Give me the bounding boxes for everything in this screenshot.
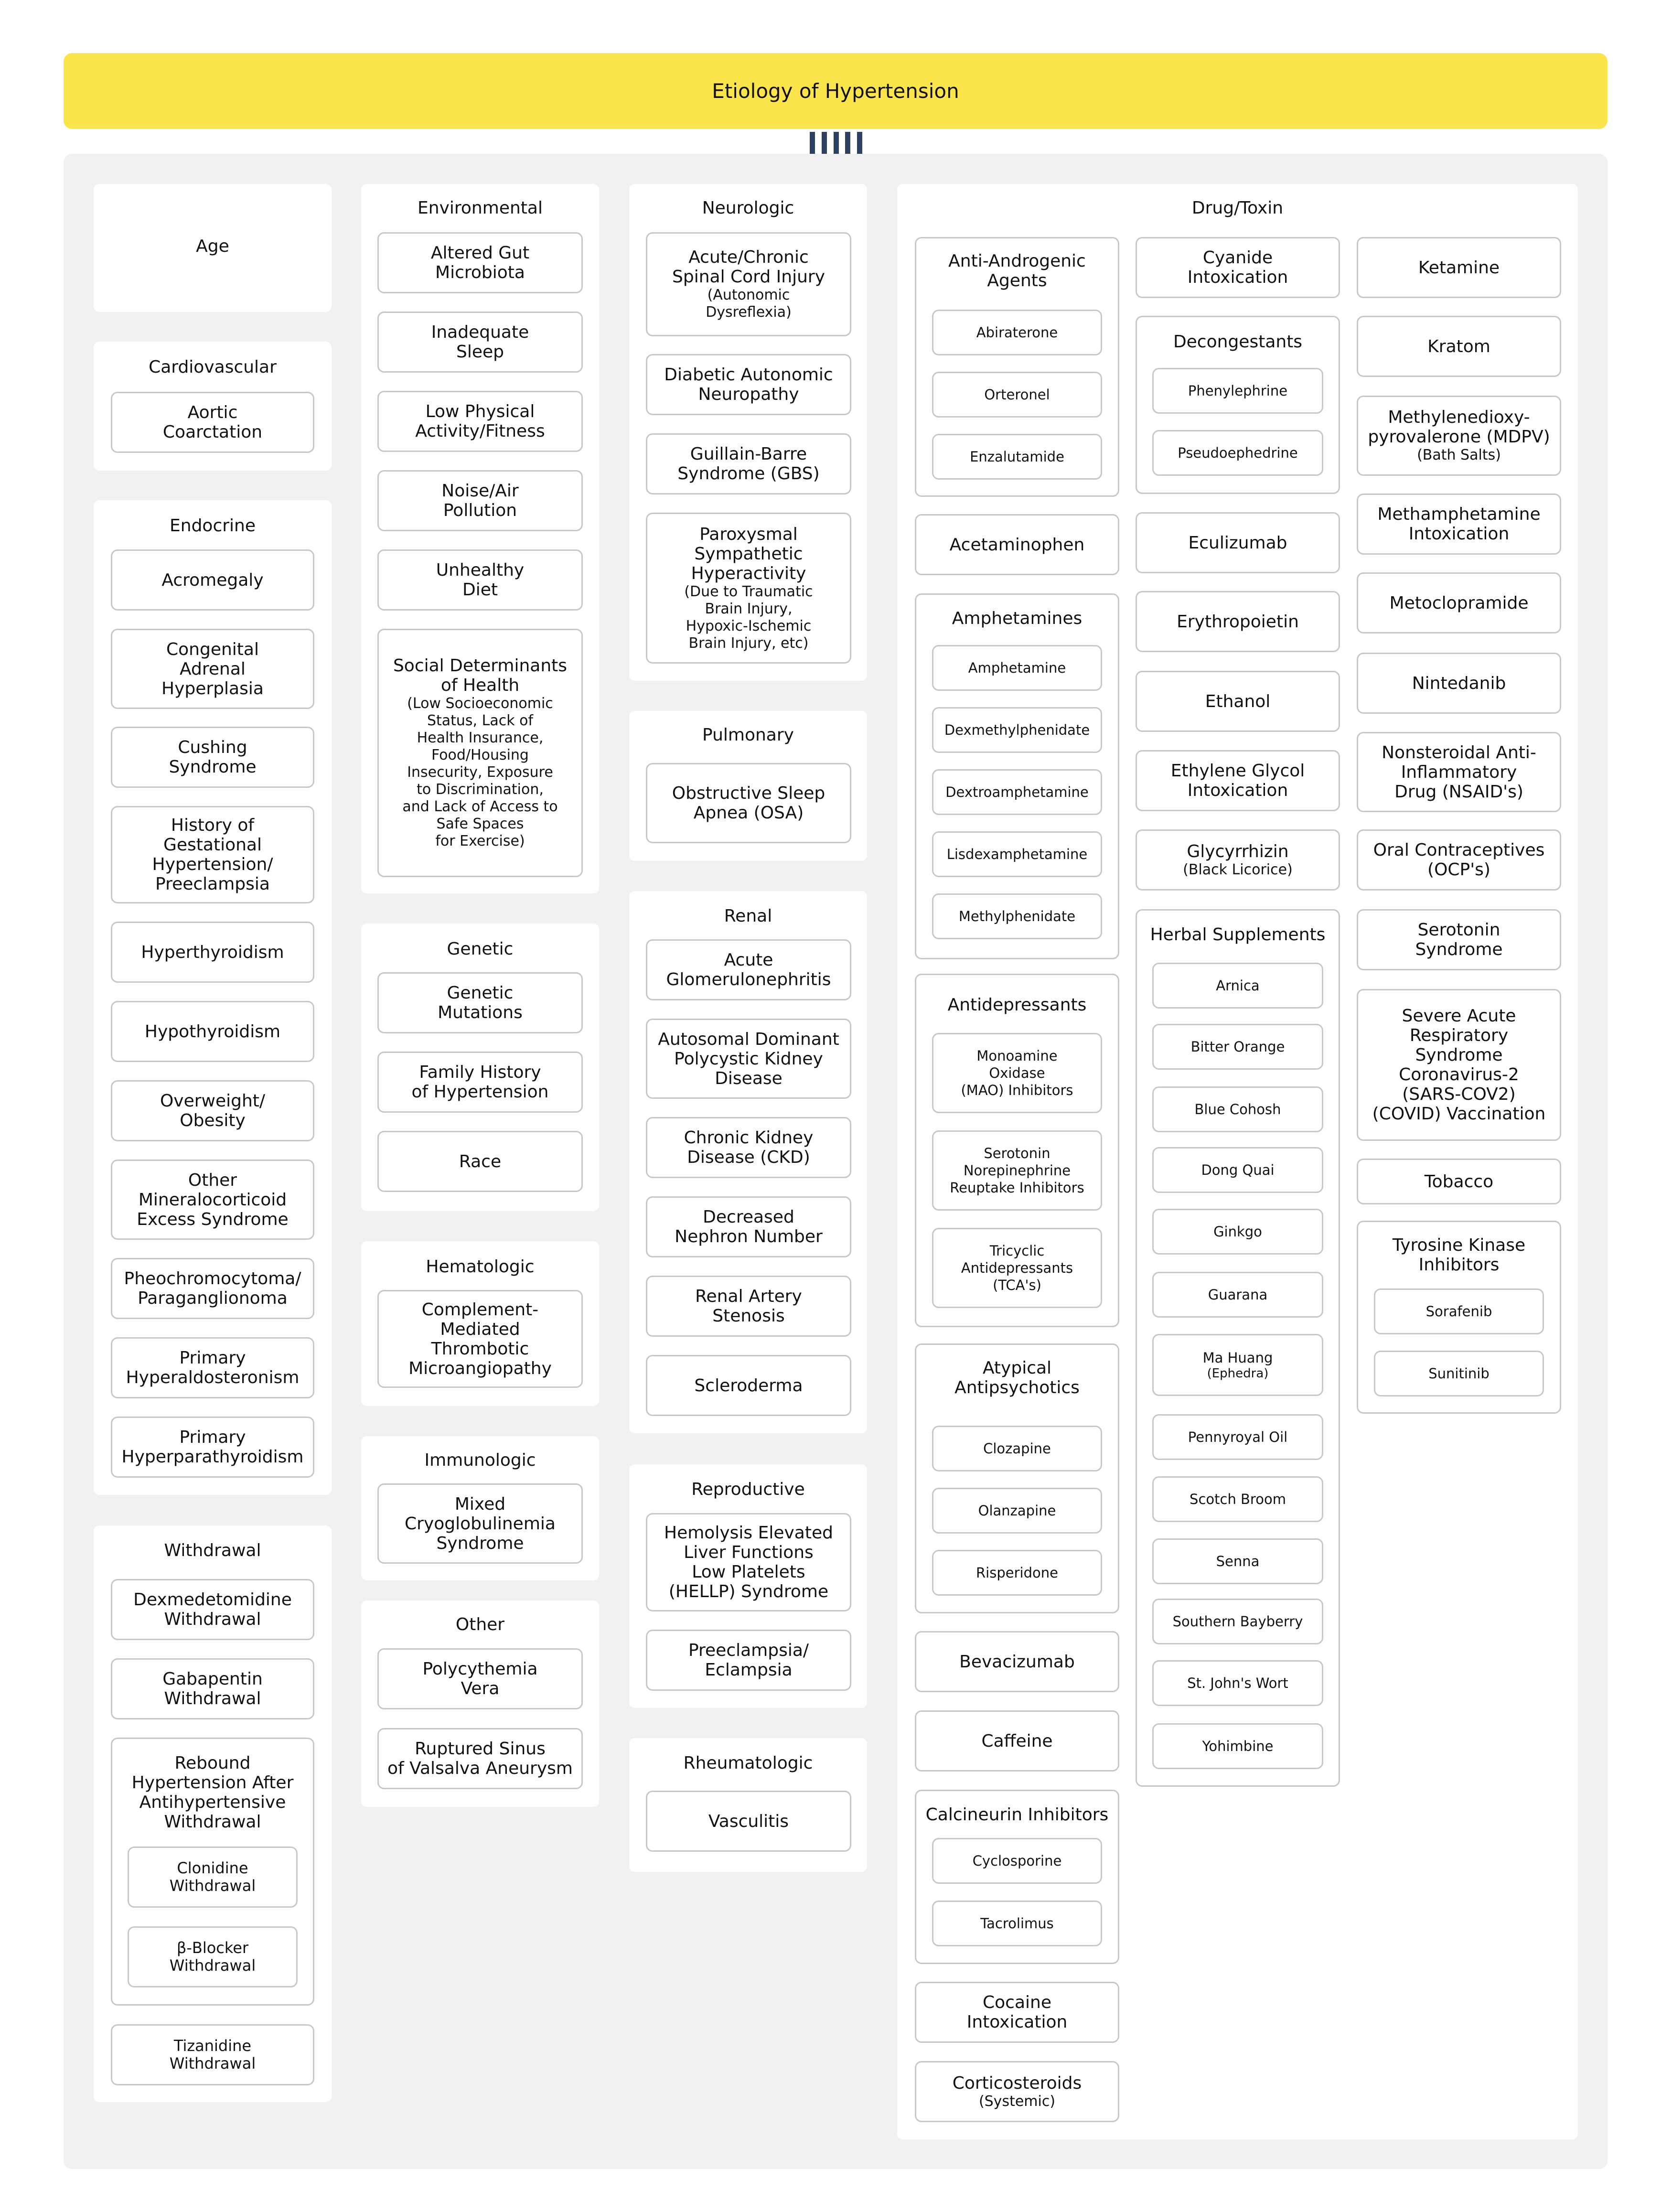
node-amphetamine[interactable]: Amphetamine: [932, 645, 1102, 691]
connector-icon: [810, 132, 862, 154]
node-clozapine[interactable]: Clozapine: [932, 1426, 1102, 1471]
node-acute-glomerulonephritis[interactable]: Acute Glomerulonephritis: [646, 939, 851, 1000]
node-tobacco[interactable]: Tobacco: [1357, 1159, 1561, 1204]
node-clonidine-withdrawal[interactable]: Clonidine Withdrawal: [128, 1847, 298, 1908]
node-hyperthyroidism[interactable]: Hyperthyroidism: [111, 922, 314, 983]
anti-androgenic-title: Anti-Androgenic Agents: [948, 251, 1086, 290]
node-caffeine[interactable]: Caffeine: [915, 1710, 1119, 1772]
node-guillain-barre[interactable]: Guillain-Barre Syndrome (GBS): [646, 433, 851, 494]
node-yohimbine[interactable]: Yohimbine: [1152, 1723, 1323, 1769]
page-title: Etiology of Hypertension: [64, 53, 1608, 129]
antidepressants-title: Antidepressants: [947, 995, 1087, 1015]
age-label: Age: [196, 236, 229, 256]
node-oral-contraceptives[interactable]: Oral Contraceptives (OCP's): [1357, 829, 1561, 891]
node-social-determinants[interactable]: Social Determinants of Health (Low Socioeconomic Status, Lack of Health Insurance, Food/Housing Insecurity, Exposure to Discrimination, and Lack of Access to Safe Spaces for Exercise): [377, 629, 583, 877]
neurologic-title: Neurologic: [702, 198, 794, 218]
node-dexmedetomidine-withdrawal[interactable]: Dexmedetomidine Withdrawal: [111, 1579, 314, 1640]
node-cyclosporine[interactable]: Cyclosporine: [932, 1838, 1102, 1884]
node-corticosteroids[interactable]: Corticosteroids (Systemic): [915, 2061, 1119, 2122]
node-family-history[interactable]: Family History of Hypertension: [377, 1052, 583, 1113]
node-sunitinib[interactable]: Sunitinib: [1374, 1351, 1544, 1396]
node-pennyroyal-oil[interactable]: Pennyroyal Oil: [1152, 1414, 1323, 1460]
node-tacrolimus[interactable]: Tacrolimus: [932, 1901, 1102, 1946]
node-ruptured-sinus-valsalva[interactable]: Ruptured Sinus of Valsalva Aneurysm: [377, 1728, 583, 1789]
node-risperidone[interactable]: Risperidone: [932, 1550, 1102, 1596]
node-dextroamphetamine[interactable]: Dextroamphetamine: [932, 769, 1102, 815]
node-senna[interactable]: Senna: [1152, 1538, 1323, 1584]
node-race[interactable]: Race: [377, 1131, 583, 1192]
pulmonary-title: Pulmonary: [702, 725, 794, 745]
node-serotonin-syndrome[interactable]: Serotonin Syndrome: [1357, 909, 1561, 970]
cardiovascular-title: Cardiovascular: [149, 357, 277, 377]
node-chronic-kidney-disease[interactable]: Chronic Kidney Disease (CKD): [646, 1117, 851, 1178]
node-eculizumab[interactable]: Eculizumab: [1136, 512, 1340, 573]
node-cushing-syndrome[interactable]: Cushing Syndrome: [111, 727, 314, 788]
endocrine-title: Endocrine: [170, 516, 256, 536]
rheumatologic-title: Rheumatologic: [683, 1753, 813, 1773]
node-tizanidine-withdrawal[interactable]: Tizanidine Withdrawal: [111, 2024, 314, 2085]
node-congenital-adrenal-hyperplasia[interactable]: Congenital Adrenal Hyperplasia: [111, 629, 314, 709]
node-gabapentin-withdrawal[interactable]: Gabapentin Withdrawal: [111, 1658, 314, 1719]
node-preeclampsia-eclampsia[interactable]: Preeclampsia/ Eclampsia: [646, 1630, 851, 1691]
node-low-physical-activity[interactable]: Low Physical Activity/Fitness: [377, 391, 583, 452]
node-dong-quai[interactable]: Dong Quai: [1152, 1147, 1323, 1193]
node-scleroderma[interactable]: Scleroderma: [646, 1355, 851, 1416]
node-pseudoephedrine[interactable]: Pseudoephedrine: [1152, 430, 1323, 476]
node-pheochromocytoma[interactable]: Pheochromocytoma/ Paraganglionoma: [111, 1258, 314, 1319]
hematologic-title: Hematologic: [426, 1257, 535, 1277]
node-inadequate-sleep[interactable]: Inadequate Sleep: [377, 311, 583, 373]
drug-toxin-title: Drug/Toxin: [1191, 198, 1284, 218]
node-glycyrrhizin[interactable]: Glycyrrhizin (Black Licorice): [1136, 829, 1340, 891]
node-thrombotic-microangiopathy[interactable]: Complement- Mediated Thrombotic Microangiopathy: [377, 1290, 583, 1388]
node-aortic-coarctation[interactable]: Aortic Coarctation: [111, 392, 314, 453]
atypical-antipsychotics-title: Atypical Antipsychotics: [954, 1358, 1080, 1397]
node-polycystic-kidney-disease[interactable]: Autosomal Dominant Polycystic Kidney Disease: [646, 1019, 851, 1099]
node-overweight-obesity[interactable]: Overweight/ Obesity: [111, 1080, 314, 1141]
node-hellp-syndrome[interactable]: Hemolysis Elevated Liver Functions Low Platelets (HELLP) Syndrome: [646, 1513, 851, 1611]
node-ethylene-glycol[interactable]: Ethylene Glycol Intoxication: [1136, 750, 1340, 811]
node-cocaine-intoxication[interactable]: Cocaine Intoxication: [915, 1982, 1119, 2043]
node-erythropoietin[interactable]: Erythropoietin: [1136, 591, 1340, 652]
node-polycythemia-vera[interactable]: Polycythemia Vera: [377, 1648, 583, 1709]
node-arnica[interactable]: Arnica: [1152, 963, 1323, 1009]
node-mao-inhibitors[interactable]: Monoamine Oxidase (MAO) Inhibitors: [932, 1033, 1102, 1113]
reproductive-title: Reproductive: [691, 1480, 805, 1499]
node-vasculitis[interactable]: Vasculitis: [646, 1791, 851, 1852]
node-mdpv[interactable]: Methylenedioxy- pyrovalerone (MDPV) (Bath Salts): [1357, 396, 1561, 476]
node-decreased-nephron-number[interactable]: Decreased Nephron Number: [646, 1196, 851, 1257]
node-tricyclic-antidepressants[interactable]: Tricyclic Antidepressants (TCA's): [932, 1228, 1102, 1308]
node-blue-cohosh[interactable]: Blue Cohosh: [1152, 1086, 1323, 1132]
node-ethanol[interactable]: Ethanol: [1136, 671, 1340, 732]
other-title: Other: [455, 1615, 505, 1634]
node-acromegaly[interactable]: Acromegaly: [111, 549, 314, 611]
node-beta-blocker-withdrawal[interactable]: β-Blocker Withdrawal: [128, 1926, 298, 1987]
node-hypothyroidism[interactable]: Hypothyroidism: [111, 1001, 314, 1062]
renal-title: Renal: [724, 906, 772, 926]
node-unhealthy-diet[interactable]: Unhealthy Diet: [377, 549, 583, 611]
node-methamphetamine-intoxication[interactable]: Methamphetamine Intoxication: [1357, 494, 1561, 555]
node-guarana[interactable]: Guarana: [1152, 1272, 1323, 1318]
node-renal-artery-stenosis[interactable]: Renal Artery Stenosis: [646, 1276, 851, 1337]
node-metoclopramide[interactable]: Metoclopramide: [1357, 572, 1561, 634]
node-phenylephrine[interactable]: Phenylephrine: [1152, 368, 1323, 414]
withdrawal-title: Withdrawal: [164, 1541, 261, 1560]
node-mixed-cryoglobulinemia[interactable]: Mixed Cryoglobulinemia Syndrome: [377, 1483, 583, 1564]
node-nintedanib[interactable]: Nintedanib: [1357, 653, 1561, 714]
node-ma-huang[interactable]: Ma Huang (Ephedra): [1152, 1334, 1323, 1396]
node-dexmethylphenidate[interactable]: Dexmethylphenidate: [932, 707, 1102, 753]
node-snri[interactable]: Serotonin Norepinephrine Reuptake Inhibitors: [932, 1130, 1102, 1211]
node-enzalutamide[interactable]: Enzalutamide: [932, 434, 1102, 480]
node-olanzapine[interactable]: Olanzapine: [932, 1488, 1102, 1534]
node-lisdexamphetamine[interactable]: Lisdexamphetamine: [932, 831, 1102, 877]
decongestants-title: Decongestants: [1173, 332, 1303, 352]
node-mineralocorticoid-excess[interactable]: Other Mineralocorticoid Excess Syndrome: [111, 1160, 314, 1240]
node-ginkgo[interactable]: Ginkgo: [1152, 1209, 1323, 1255]
node-southern-bayberry[interactable]: Southern Bayberry: [1152, 1599, 1323, 1644]
node-cyanide-intoxication[interactable]: Cyanide Intoxication: [1136, 237, 1340, 298]
node-primary-hyperaldosteronism[interactable]: Primary Hyperaldosteronism: [111, 1337, 314, 1398]
node-noise-air-pollution[interactable]: Noise/Air Pollution: [377, 470, 583, 531]
rebound-title: Rebound Hypertension After Antihypertensive Withdrawal: [131, 1753, 294, 1832]
environmental-title: Environmental: [418, 198, 543, 218]
node-st-johns-wort[interactable]: St. John's Wort: [1152, 1660, 1323, 1706]
node-nsaid[interactable]: Nonsteroidal Anti- Inflammatory Drug (NSAID's): [1357, 732, 1561, 812]
node-methylphenidate[interactable]: Methylphenidate: [932, 893, 1102, 939]
tki-title: Tyrosine Kinase Inhibitors: [1392, 1235, 1526, 1275]
node-bitter-orange[interactable]: Bitter Orange: [1152, 1024, 1323, 1070]
node-genetic-mutations[interactable]: Genetic Mutations: [377, 972, 583, 1033]
node-scotch-broom[interactable]: Scotch Broom: [1152, 1476, 1323, 1522]
node-obstructive-sleep-apnea[interactable]: Obstructive Sleep Apnea (OSA): [646, 763, 851, 843]
immunologic-title: Immunologic: [424, 1450, 536, 1470]
amphetamines-title: Amphetamines: [952, 609, 1083, 628]
node-kratom[interactable]: Kratom: [1357, 316, 1561, 377]
node-spinal-cord-injury[interactable]: Acute/Chronic Spinal Cord Injury (Autonomic Dysreflexia): [646, 232, 851, 336]
herbal-supplements-title: Herbal Supplements: [1150, 925, 1326, 945]
calcineurin-title: Calcineurin Inhibitors: [925, 1805, 1109, 1825]
node-diabetic-autonomic-neuropathy[interactable]: Diabetic Autonomic Neuropathy: [646, 354, 851, 415]
node-orteronel[interactable]: Orteronel: [932, 372, 1102, 418]
node-paroxysmal-sympathetic-hyperactivity[interactable]: Paroxysmal Sympathetic Hyperactivity (Due to Traumatic Brain Injury, Hypoxic-Ischemic Brain Injury, etc): [646, 513, 851, 664]
node-bevacizumab[interactable]: Bevacizumab: [915, 1631, 1119, 1692]
node-acetaminophen[interactable]: Acetaminophen: [915, 514, 1119, 575]
node-sorafenib[interactable]: Sorafenib: [1374, 1289, 1544, 1334]
node-abiraterone[interactable]: Abiraterone: [932, 310, 1102, 355]
node-altered-gut-microbiota[interactable]: Altered Gut Microbiota: [377, 232, 583, 293]
node-ketamine[interactable]: Ketamine: [1357, 237, 1561, 298]
genetic-title: Genetic: [447, 939, 514, 959]
node-primary-hyperparathyroidism[interactable]: Primary Hyperparathyroidism: [111, 1417, 314, 1478]
node-gestational-hypertension[interactable]: History of Gestational Hypertension/ Preeclampsia: [111, 806, 314, 903]
node-covid-vaccination[interactable]: Severe Acute Respiratory Syndrome Coronavirus-2 (SARS-COV2) (COVID) Vaccination: [1357, 989, 1561, 1141]
